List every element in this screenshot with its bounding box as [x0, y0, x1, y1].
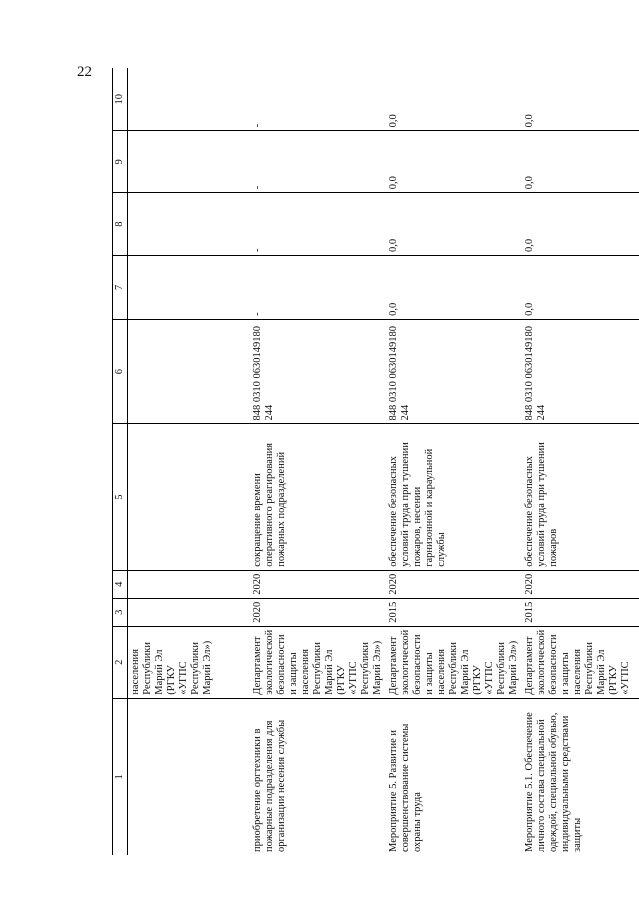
table-row [128, 68, 251, 855]
expected-result-cell: обеспечение безопасных условий труда при тушении пожаров [522, 424, 639, 570]
table-header-row [113, 68, 128, 855]
budget-code-cell [128, 319, 251, 424]
page-number: 22 [77, 64, 92, 80]
column-header: 1 [113, 698, 128, 855]
column-header: 4 [113, 570, 128, 598]
column-header: 8 [113, 193, 128, 256]
value-cell [128, 68, 251, 131]
start-year-cell: 2015 [386, 598, 522, 626]
end-year-cell [128, 570, 251, 598]
executor-cell: населения Республики Марий Эл (РГКУ «УГПС Республики Марий Эл») [128, 626, 251, 698]
column-header: 3 [113, 598, 128, 626]
start-year-cell: 2015 [522, 598, 639, 626]
value-cell: 0,0 [522, 131, 639, 193]
value-cell: 0,0 [386, 193, 522, 256]
value-cell: - [250, 131, 386, 193]
value-cell: 0,0 [522, 256, 639, 320]
value-cell [128, 131, 251, 193]
measures-table [112, 68, 639, 855]
budget-code-cell: 848 0310 0630149180 244 [250, 319, 386, 424]
expected-result-cell [128, 424, 251, 570]
start-year-cell [128, 598, 251, 626]
column-header: 2 [113, 626, 128, 698]
end-year-cell: 2020 [522, 570, 639, 598]
executor-cell: Департамент экологической безопасности и защиты населения Республики Марий Эл (РГКУ «УГПС Республики Марий Эл») [250, 626, 386, 698]
end-year-cell: 2020 [250, 570, 386, 598]
executor-cell: Департамент экологической безопасности и защиты населения Республики Марий Эл (РГКУ «УГПС Республики Марий Эл») [386, 626, 522, 698]
table-row [250, 68, 386, 855]
column-header: 7 [113, 256, 128, 320]
start-year-cell: 2020 [250, 598, 386, 626]
value-cell: - [250, 193, 386, 256]
value-cell: 0,0 [522, 193, 639, 256]
expected-result-cell: сокращение времени оперативного реагирования пожарных подразделений [250, 424, 386, 570]
column-header: 9 [113, 131, 128, 193]
table-row [386, 68, 522, 855]
value-cell: 0,0 [386, 68, 522, 131]
column-header: 10 [113, 68, 128, 131]
rotated-table-container [112, 68, 633, 855]
value-cell [128, 193, 251, 256]
value-cell [128, 256, 251, 320]
executor-cell: Департамент экологической безопасности и защиты населения Республики Марий Эл (РГКУ «УГПС [522, 626, 639, 698]
measure-name-cell [128, 698, 251, 855]
value-cell: 0,0 [386, 256, 522, 320]
expected-result-cell: обеспечение безопасных условий труда при тушении пожаров, несении гарнизонной и караульной службы [386, 424, 522, 570]
value-cell: 0,0 [522, 68, 639, 131]
end-year-cell: 2020 [386, 570, 522, 598]
table-row [522, 68, 639, 855]
value-cell: - [250, 68, 386, 131]
measure-name-cell: Мероприятие 5. Развитие и совершенствование системы охраны труда [388, 723, 423, 852]
column-header: 5 [113, 424, 128, 570]
column-header: 6 [113, 319, 128, 424]
budget-code-cell: 848 0310 0630149180 244 [386, 319, 522, 424]
value-cell: 0,0 [386, 131, 522, 193]
budget-code-cell: 848 0310 0630149180 244 [522, 319, 639, 424]
value-cell: - [250, 256, 386, 320]
measure-name-cell: Мероприятие 5.1. Обеспечение личного состава специальной одеждой, специальной обувью, индивидуальными средствами защиты [524, 712, 583, 852]
measure-name-cell: приобретение оргтехники в пожарные подразделения для организации несения службы [252, 719, 287, 852]
